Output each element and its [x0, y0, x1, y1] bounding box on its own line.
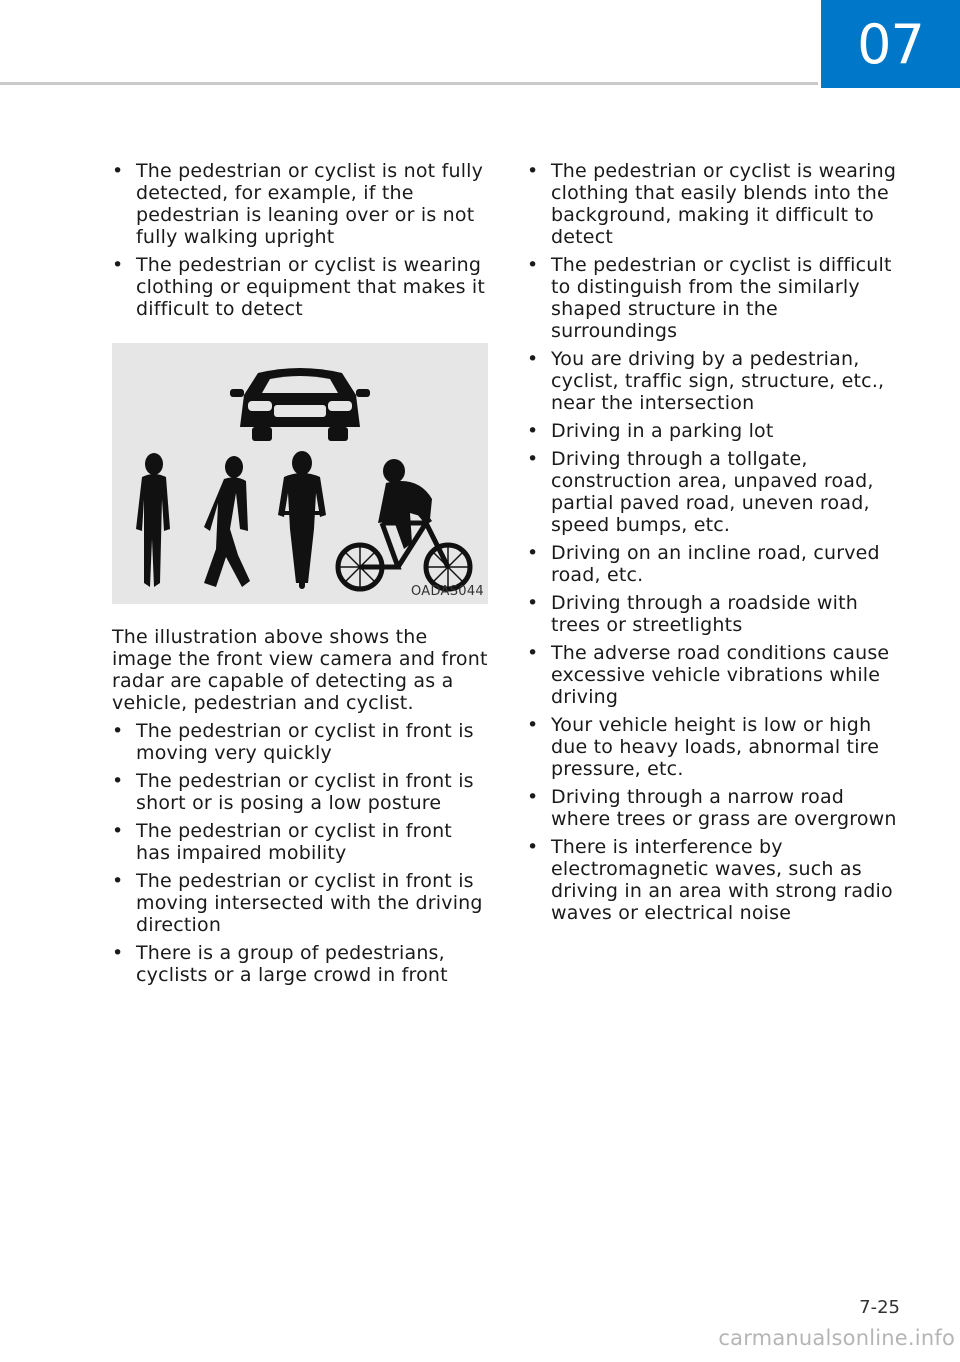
- illustration-svg: [112, 343, 488, 604]
- bullet-icon: •: [112, 254, 124, 276]
- illustration-description: The illustration above shows the image the front view camera and front radar are capable of detecting as a vehicle, pedestrian and cyclist.: [112, 626, 488, 714]
- cyclist-side-icon: [338, 459, 470, 589]
- list-item: • The pedestrian or cyclist in front is moving intersected with the driving direction: [112, 870, 483, 936]
- header-rule: [0, 82, 818, 85]
- bullet-icon: •: [112, 820, 124, 842]
- bullet-icon: •: [527, 160, 539, 182]
- bullet-icon: •: [112, 720, 124, 742]
- bullet-icon: •: [527, 420, 539, 442]
- list-item: • The pedestrian or cyclist is not fully detected, for example, if the pedestrian is leaning over or is not fully walking upright: [112, 160, 484, 248]
- bullet-icon: •: [112, 770, 124, 792]
- list-item: • You are driving by a pedestrian, cyclist, traffic sign, structure, etc., near the intersection: [527, 348, 885, 414]
- car-icon: [230, 368, 370, 441]
- bullet-icon: •: [112, 870, 124, 892]
- cyclist-front-icon: [278, 451, 326, 589]
- bullet-icon: •: [527, 592, 539, 614]
- chapter-tab: 07: [821, 0, 960, 88]
- bullet-icon: •: [527, 836, 539, 858]
- right-column: [527, 160, 899, 930]
- watermark-link[interactable]: carmanualsonline.info: [718, 1326, 955, 1350]
- list-item: • The pedestrian or cyclist is wearing clothing or equipment that makes it difficult to detect: [112, 254, 486, 320]
- list-item: • The pedestrian or cyclist is wearing clothing that easily blends into the background, making it difficult to detect: [527, 160, 897, 248]
- bullet-icon: •: [527, 714, 539, 736]
- list-item: • The adverse road conditions cause excessive vehicle vibrations while driving: [527, 642, 890, 708]
- bullet-list-top: [112, 160, 488, 320]
- bullet-icon: •: [527, 254, 539, 276]
- bullet-icon: •: [112, 160, 124, 182]
- list-item: • The pedestrian or cyclist in front is moving very quickly: [112, 720, 474, 764]
- bullet-icon: •: [527, 542, 539, 564]
- walking-pedestrian-icon: [204, 456, 250, 587]
- page-number: 7-25: [859, 1297, 900, 1318]
- bullet-icon: •: [112, 942, 124, 964]
- list-item: • Driving through a roadside with trees or streetlights: [527, 592, 858, 636]
- bullet-list-right: [527, 160, 899, 924]
- left-column: [112, 160, 488, 992]
- bullet-icon: •: [527, 786, 539, 808]
- list-item: • The pedestrian or cyclist in front is short or is posing a low posture: [112, 770, 474, 814]
- bullet-icon: •: [527, 448, 539, 470]
- figure-code: OADAS044: [410, 584, 484, 599]
- bullet-list-bottom: [112, 720, 488, 986]
- list-item: • Driving through a tollgate, construction area, unpaved road, partial paved road, uneven road, speed bumps, etc.: [527, 448, 874, 536]
- list-item: • There is a group of pedestrians, cyclists or a large crowd in front: [112, 942, 448, 986]
- detection-illustration: [112, 343, 488, 604]
- list-item: • Your vehicle height is low or high due to heavy loads, abnormal tire pressure, etc.: [527, 714, 880, 780]
- list-item: • Driving in a parking lot: [527, 420, 774, 442]
- bullet-icon: •: [527, 348, 539, 370]
- standing-pedestrian-icon: [136, 453, 170, 587]
- list-item: • The pedestrian or cyclist in front has impaired mobility: [112, 820, 452, 864]
- list-item: • The pedestrian or cyclist is difficult to distinguish from the similarly shaped structure in the surroundings: [527, 254, 892, 342]
- list-item: • Driving on an incline road, curved road, etc.: [527, 542, 880, 586]
- list-item: • Driving through a narrow road where trees or grass are overgrown: [527, 786, 897, 830]
- list-item: • There is interference by electromagnetic waves, such as driving in an area with strong radio waves or electrical noise: [527, 836, 893, 924]
- bullet-icon: •: [527, 642, 539, 664]
